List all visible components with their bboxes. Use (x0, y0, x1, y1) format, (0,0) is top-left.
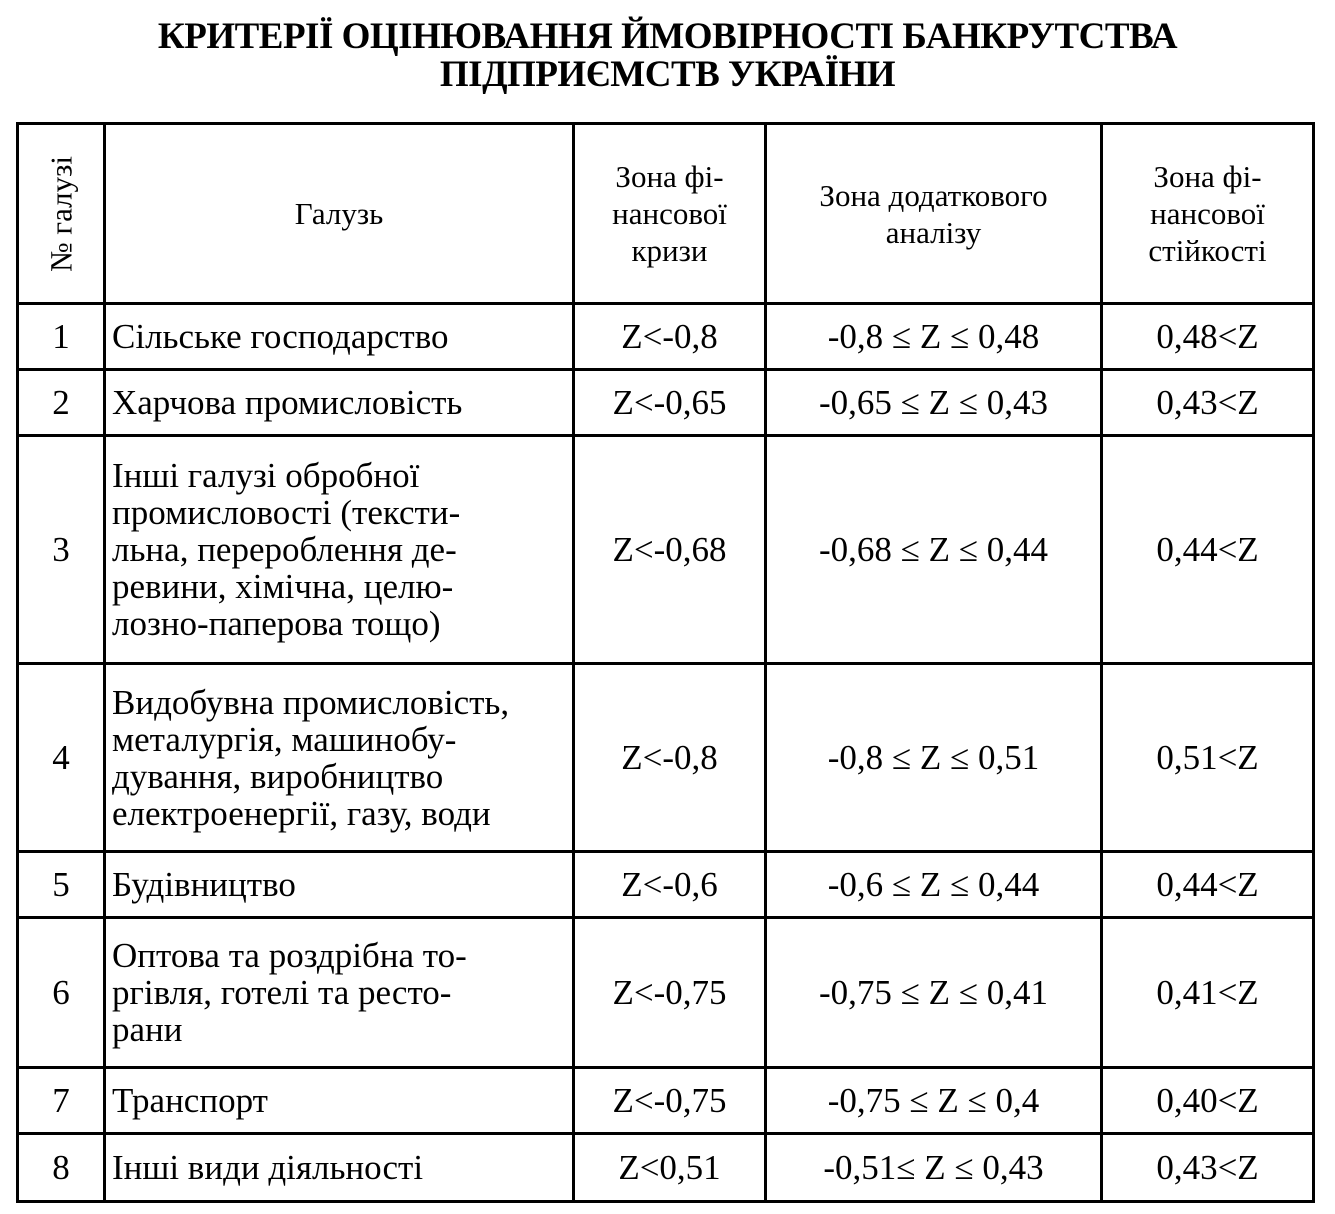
row-stability-zone: 0,43<Z (1102, 1134, 1314, 1202)
header-branch-label: Галузь (294, 196, 384, 231)
row-branch: Сільське господарство (105, 304, 574, 370)
document-title (0, 18, 1335, 94)
row-number: 3 (18, 436, 105, 664)
row-number: 5 (18, 852, 105, 918)
bankruptcy-criteria-table (16, 122, 1315, 1203)
table-row (18, 370, 1314, 436)
row-additional-zone: -0,6 ≤ Z ≤ 0,44 (766, 852, 1102, 918)
table-row (18, 664, 1314, 852)
header-additional-zone (766, 124, 1102, 304)
title-line-1: КРИТЕРІЇ ОЦІНЮВАННЯ ЙМОВІРНОСТІ БАНКРУТСТВА (157, 16, 1178, 57)
row-crisis-zone: Z<-0,68 (574, 436, 766, 664)
row-stability-zone: 0,51<Z (1102, 664, 1314, 852)
row-branch: Оптова та роздрібна то- ргівля, готелі та ресто- рани (105, 918, 574, 1068)
row-crisis-zone: Z<0,51 (574, 1134, 766, 1202)
table-row (18, 852, 1314, 918)
row-additional-zone: -0,8 ≤ Z ≤ 0,48 (766, 304, 1102, 370)
header-crisis-zone-label: Зона фі- нансової кризи (612, 159, 727, 268)
row-crisis-zone: Z<-0,8 (574, 664, 766, 852)
row-additional-zone: -0,68 ≤ Z ≤ 0,44 (766, 436, 1102, 664)
row-additional-zone: -0,8 ≤ Z ≤ 0,51 (766, 664, 1102, 852)
row-branch: Інші галузі обробної промисловості (тексти- льна, перероблення де- ревини, хімічна, целю- лозно-паперова тощо) (105, 436, 574, 664)
row-stability-zone: 0,41<Z (1102, 918, 1314, 1068)
row-branch: Інші види діяльності (105, 1134, 574, 1202)
row-stability-zone: 0,43<Z (1102, 370, 1314, 436)
table-row (18, 918, 1314, 1068)
row-branch: Видобувна промисловість, металургія, машинобу- дування, виробництво електроенергії, газу, води (105, 664, 574, 852)
header-stability-zone (1102, 124, 1314, 304)
row-stability-zone: 0,44<Z (1102, 436, 1314, 664)
row-additional-zone: -0,65 ≤ Z ≤ 0,43 (766, 370, 1102, 436)
table-row (18, 1134, 1314, 1202)
row-additional-zone: -0,51≤ Z ≤ 0,43 (766, 1134, 1102, 1202)
title-line-2: ПІДПРИЄМСТВ УКРАЇНИ (439, 54, 896, 95)
row-branch: Транспорт (105, 1068, 574, 1134)
header-number-label: № галузі (43, 155, 79, 272)
table-row (18, 304, 1314, 370)
row-crisis-zone: Z<-0,65 (574, 370, 766, 436)
header-stability-zone-label: Зона фі- нансової стійкості (1148, 159, 1267, 268)
row-crisis-zone: Z<-0,8 (574, 304, 766, 370)
row-stability-zone: 0,48<Z (1102, 304, 1314, 370)
row-number: 1 (18, 304, 105, 370)
row-stability-zone: 0,40<Z (1102, 1068, 1314, 1134)
row-number: 8 (18, 1134, 105, 1202)
header-additional-zone-label: Зона додаткового аналізу (819, 177, 1048, 250)
header-branch (105, 124, 574, 304)
table-row (18, 1068, 1314, 1134)
row-branch: Харчова промисловість (105, 370, 574, 436)
row-additional-zone: -0,75 ≤ Z ≤ 0,41 (766, 918, 1102, 1068)
row-crisis-zone: Z<-0,75 (574, 1068, 766, 1134)
header-crisis-zone (574, 124, 766, 304)
header-number (18, 124, 105, 304)
row-crisis-zone: Z<-0,6 (574, 852, 766, 918)
row-number: 4 (18, 664, 105, 852)
row-additional-zone: -0,75 ≤ Z ≤ 0,4 (766, 1068, 1102, 1134)
table-row (18, 436, 1314, 664)
row-crisis-zone: Z<-0,75 (574, 918, 766, 1068)
row-number: 7 (18, 1068, 105, 1134)
row-stability-zone: 0,44<Z (1102, 852, 1314, 918)
table-header-row (18, 124, 1314, 304)
row-number: 6 (18, 918, 105, 1068)
row-number: 2 (18, 370, 105, 436)
row-branch: Будівництво (105, 852, 574, 918)
